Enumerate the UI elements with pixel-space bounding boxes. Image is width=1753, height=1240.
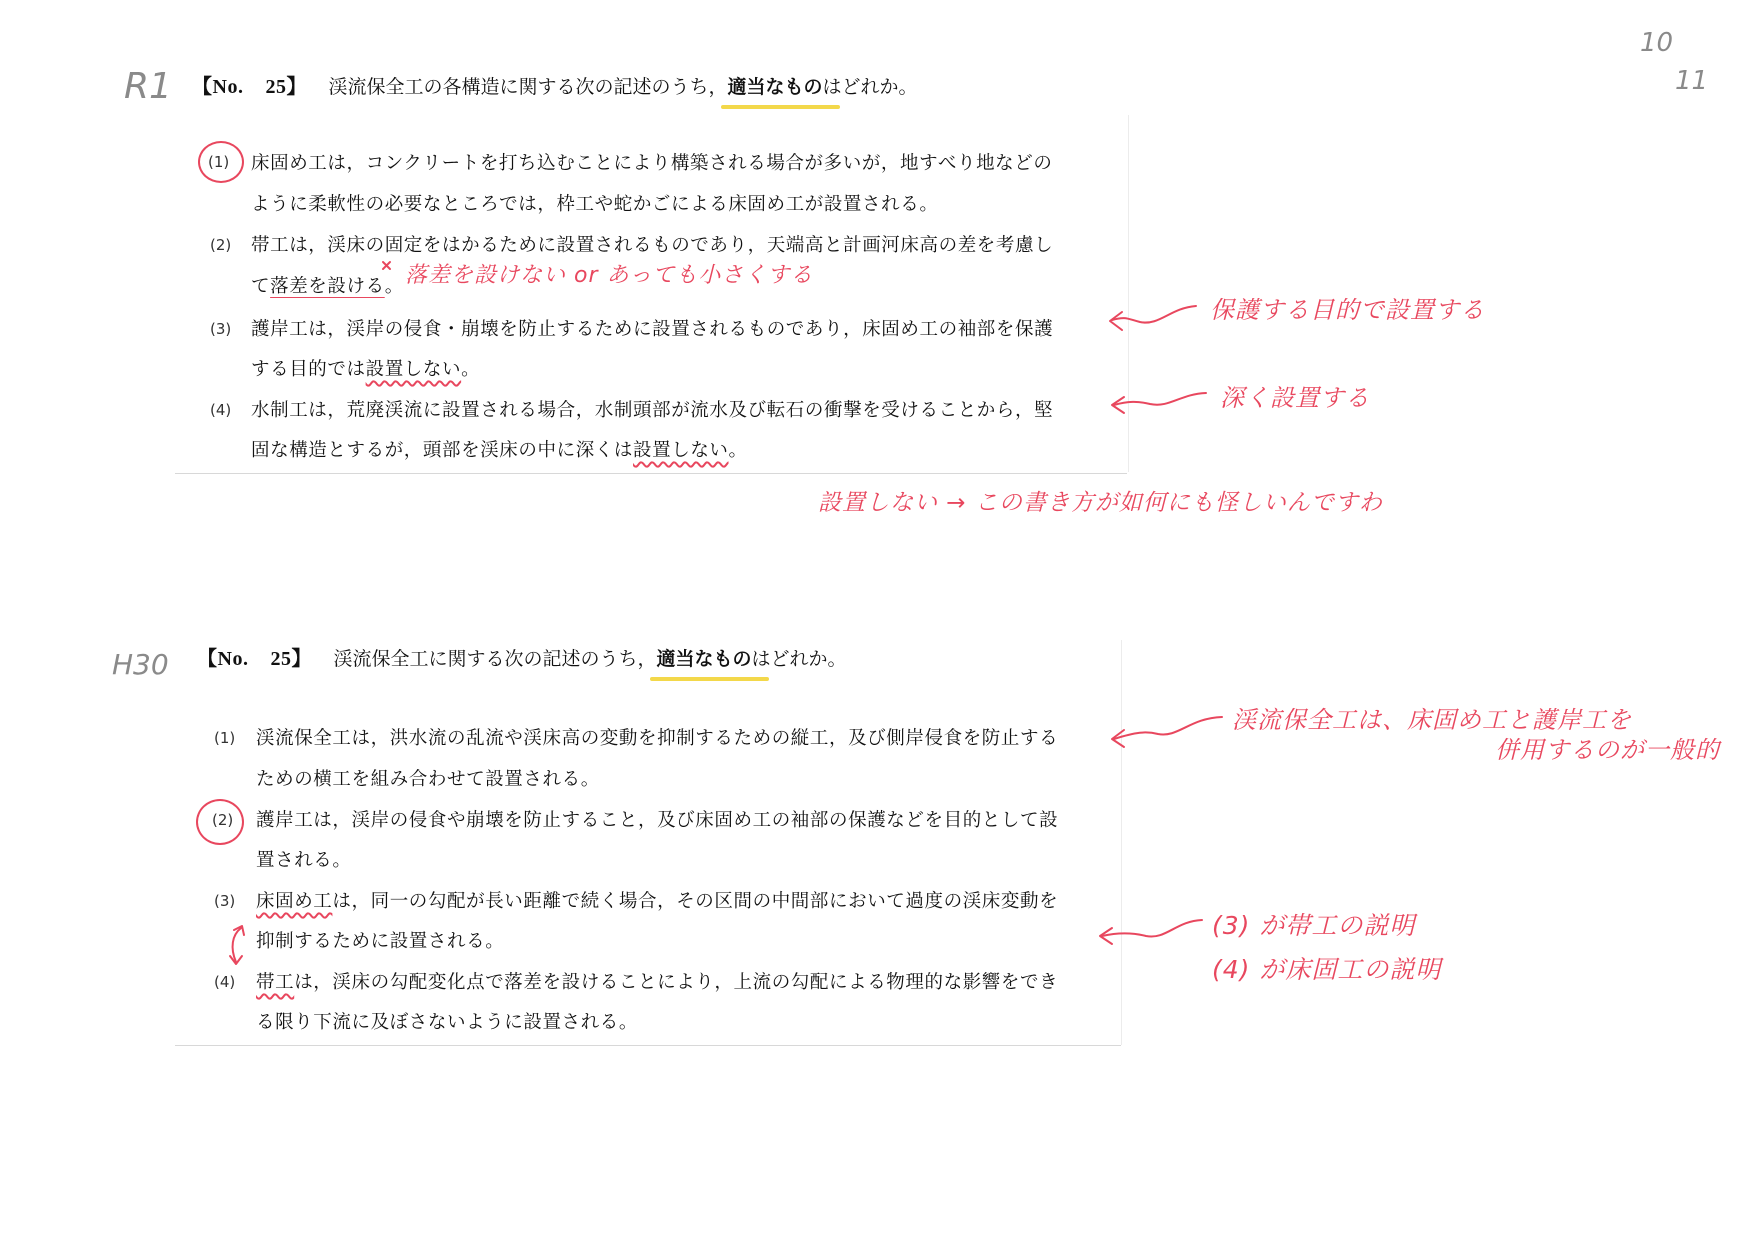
q1-option4-line2-post: 。	[728, 440, 748, 461]
q1-option3-arrowhead	[1110, 312, 1122, 330]
q2-no-num: 25】	[270, 648, 312, 670]
q2-option2-number: (2)	[212, 811, 234, 829]
q1-option4-line2	[251, 436, 748, 462]
q1-text-post: はどれか。	[822, 76, 918, 98]
q2-option1-note-a: 渓流保全工は、床固め工と護岸工を	[1232, 706, 1632, 734]
q2-options34-note-b: (4) が床固工の説明	[1212, 955, 1442, 984]
q1-option2-number: (2)	[210, 236, 232, 254]
q2-option3-line1	[256, 887, 1058, 913]
q2-options34-arrow	[1102, 920, 1202, 937]
q2-option4-line1	[256, 968, 1058, 994]
q2-option4-underlined: 帯工	[256, 972, 295, 993]
q1-option2-underlined: 落差を設ける	[270, 276, 385, 297]
q1-header	[192, 70, 918, 99]
q1-option3-line2-pre: する目的では	[251, 359, 366, 380]
q1-question-text	[328, 76, 917, 98]
q1-option2-line1: 帯工は，渓床の固定をはかるために設置されるものであり，天端高と計画河床高の差を考慮し	[251, 235, 1054, 256]
q1-option2-note: 落差を設けない or あっても小さくする	[405, 263, 814, 288]
q1-option4-line1: 水制工は，荒廃渓流に設置される場合，水制頭部が流水及び転石の衝撃を受けることから，堅	[251, 400, 1054, 421]
q2-no-label: 【No.	[197, 648, 249, 670]
q2-text-post: はどれか。	[751, 648, 847, 670]
q1-option4-underlined: 設置しない	[633, 440, 729, 461]
q1-option3-line2	[251, 355, 480, 381]
q1-option3-note: 保護する目的で設置する	[1210, 296, 1485, 324]
q1-option3-line1: 護岸工は，渓岸の侵食・崩壊を防止するために設置されるものであり，床固め工の袖部を保護	[251, 319, 1054, 340]
q2-option4-line2: る限り下流に及ぼさないように設置される。	[256, 1012, 639, 1033]
q1-option3-underlined: 設置しない	[365, 359, 462, 380]
q2-swap-arrow	[233, 928, 241, 962]
q2-option4-line1-post: は，渓床の勾配変化点で落差を設けることにより，上流の勾配による物理的な影響をでき	[294, 972, 1059, 993]
q2-swap-arrowhead-top	[234, 926, 244, 935]
q1-option1-number: (1)	[208, 153, 230, 171]
q2-option3-underlined: 床固め工	[256, 891, 333, 912]
q1-option4-note: 深く設置する	[1220, 384, 1370, 412]
q1-option2-line2-post: 。	[384, 276, 404, 297]
q1-option2-line2-pre: て	[251, 276, 271, 297]
q2-option3-number: (3)	[214, 892, 236, 910]
q2-option1-note-b: 併用するのが一般的	[1495, 736, 1720, 764]
q1-frame-right	[1128, 115, 1129, 472]
q2-options34-arrowhead	[1100, 928, 1112, 944]
q2-text-pre: 渓流保全工に関する次の記述のうち，	[333, 648, 657, 670]
q2-year-label: H30	[112, 648, 169, 681]
q1-text-pre: 渓流保全工の各構造に関する次の記述のうち，	[328, 76, 728, 98]
q2-number	[197, 648, 317, 670]
q1-option2-line2	[251, 272, 404, 298]
q1-option3-line2-post: 。	[461, 359, 481, 380]
q2-frame-right	[1121, 640, 1122, 1045]
q2-option2-line1: 護岸工は，渓岸の侵食や崩壊を防止すること，及び床固め工の袖部の保護などを目的として設	[256, 810, 1059, 831]
page-mark-numerator: 10	[1640, 28, 1674, 58]
q1-option4-line2-pre: 固な構造とするが，頭部を渓床の中に深くは	[251, 440, 634, 461]
q1-option2-cross-mark	[383, 262, 390, 269]
q2-option4-number: (4)	[214, 973, 236, 991]
q1-option1-line2: ように柔軟性の必要なところでは，枠工や蛇かごによる床固め工が設置される。	[251, 194, 939, 215]
q1-option3-number: (3)	[210, 320, 232, 338]
q1-bottom-note: 設置しない → この書き方が如何にも怪しいんですわ	[818, 490, 1383, 516]
q2-option1-arrowhead	[1112, 730, 1124, 747]
q2-option2-line2: 置される。	[256, 850, 352, 871]
page-mark-denominator: 11	[1675, 66, 1709, 96]
q1-option4-arrowhead	[1112, 397, 1124, 413]
q2-frame-bottom	[175, 1045, 1121, 1046]
q2-text-highlight: 適当なもの	[656, 644, 751, 671]
q2-option3-line1-post: は，同一の勾配が長い距離で続く場合，その区間の中間部において過度の渓床変動を	[332, 891, 1059, 912]
q1-option3-arrow	[1112, 306, 1196, 323]
q1-option4-number: (4)	[210, 401, 232, 419]
q2-header	[197, 642, 847, 671]
q2-option1-line1: 渓流保全工は，洪水流の乱流や渓床高の変動を抑制するための縦工，及び側岸侵食を防止する	[256, 728, 1059, 749]
q1-option1-line1: 床固め工は，コンクリートを打ち込むことにより構築される場合が多いが，地すべり地などの	[251, 153, 1053, 174]
q1-year-label: R1	[124, 66, 172, 107]
q2-swap-arrowhead-bottom	[230, 956, 242, 964]
q2-option1-line2: ための横工を組み合わせて設置される。	[256, 769, 600, 790]
q1-no-label: 【No.	[192, 76, 244, 98]
q1-number	[192, 76, 312, 98]
q1-no-num: 25】	[265, 76, 307, 98]
q1-text-highlight: 適当なもの	[727, 72, 822, 99]
q2-options34-note-a: (3) が帯工の説明	[1212, 911, 1416, 940]
q1-frame-bottom	[175, 473, 1127, 474]
q2-option1-arrow	[1114, 717, 1222, 739]
q2-option3-line2: 抑制するために設置される。	[256, 931, 505, 952]
q2-question-text	[333, 648, 846, 670]
q2-option1-number: (1)	[214, 729, 236, 747]
